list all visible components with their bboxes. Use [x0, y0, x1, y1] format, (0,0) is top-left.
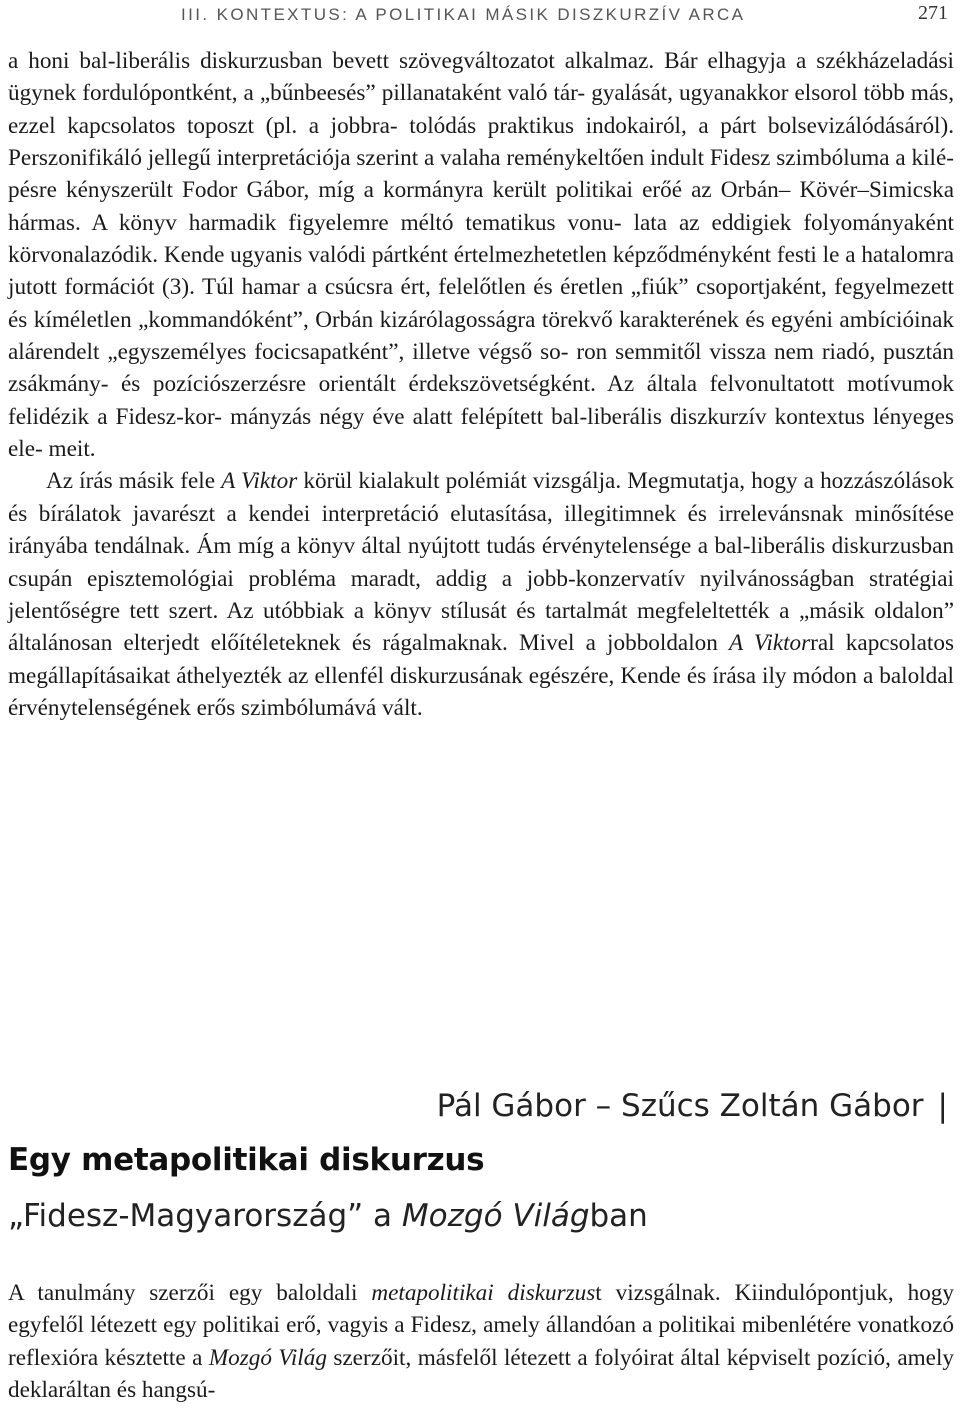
text-line: mányzás négy éve alatt felépített bal-liberális diszkurzív kontextus lényeges ele- [8, 403, 954, 463]
text-line: a honi bal-liberális diskurzusban bevett szövegváltozatot alkalmaz. Bár elhagyja [8, 48, 787, 74]
text-line: kíméletlen „kommandóként”, Orbán kizárólagosságra törekvő karakterének és [33, 306, 765, 333]
abstract-term: metapolitikai diskurzus [371, 1280, 596, 1306]
body-text-block [8, 45, 954, 724]
article-subtitle [8, 1198, 648, 1234]
text-line: érdekszövetségként. Az általa felvonultatott motívumok felidézik a Fidesz-kor- [8, 371, 955, 430]
author-separator-bar: | [937, 1088, 948, 1124]
abstract-block [8, 1277, 954, 1406]
abstract-paragraph [8, 1277, 954, 1406]
page-number: 271 [918, 2, 948, 24]
article-title: Egy metapolitikai diskurzus [8, 1142, 485, 1178]
abstract-text: A tanulmány szerzői egy baloldali [8, 1280, 372, 1306]
paragraph-text: Az írás másik fele [46, 468, 222, 495]
text-line: értelmezhetetlen képződményként festi le a hatalomra jutott formációt (3). Túl [8, 242, 955, 301]
abstract-text: t vizsgálnak. Kiindulópontjuk, hogy egyfelől létezett egy politikai erő, vagyis a Fidesz, amely állandóan a politikai mibenlétére vonatkozó reflexióra késztette a [8, 1280, 954, 1371]
text-line: Kövér–Simicska hármas. A könyv harmadik figyelemre méltó tematikus vonu- [8, 177, 954, 236]
text-line: a székházeladási ügynek fordulópontként, a „bűnbeesés” pillanataként való tár- [8, 48, 954, 107]
text-line: gyalását, ugyanakkor elsorol több más, ezzel kapcsolatos toposzt (pl. a jobbra- [8, 80, 955, 139]
book-title: A Viktor [221, 468, 298, 495]
paragraph-continued [8, 45, 954, 465]
paragraph-polemic [8, 465, 954, 724]
text-line: lata az eddigiek folyományaként körvonalazódik. Kende ugyanis valódi pártként [8, 209, 954, 269]
author-names: Pál Gábor – Szűcs Zoltán Gábor [436, 1088, 924, 1124]
running-header [0, 0, 960, 34]
paragraph-text: körül kialakult polémiát vizsgálja. Megmutatja, hogy a hozzászólások és bírálatok javarészt a kendei interpretáció elutasítása, illegitimnek és irrelevánsnak minősítése irányába tendálnak. Ám míg a könyv által nyújtott tudás érvénytelensége a bal-liberális diskurzusban csupán episztemológiai probléma maradt, addig a jobb-konzervatív nyilvánosságban stratégiai jelentőségre tett szert. Az utóbbiak a könyv stílusát és tartalmát megfeleltették a „másik oldalon” általánosan elterjedt előítéleteknek és rágalmaknak. Mivel a jobboldalon [8, 468, 955, 657]
text-line: ron semmitől vissza nem riadó, pusztán zsákmány- és pozíciószerzésre orientált [8, 339, 955, 398]
text-line: hamar a csúcsra ért, felelőtlen és éretlen „fiúk” csoportjaként, fegyelmezett és [8, 274, 954, 333]
journal-title: Mozgó Világ [208, 1344, 327, 1371]
text-line: tolódás praktikus indokairól, a párt bolsevizálódásáról). Perszonifikáló jellegű [8, 112, 955, 172]
article-authors [437, 1088, 948, 1124]
subtitle-prefix: „Fidesz-Magyarország” a [8, 1198, 402, 1234]
text-line: pésre kényszerült Fodor Gábor, míg a kormányra került politikai erőé az Orbán– [8, 177, 791, 204]
text-line: egyéni ambícióinak alárendelt „egyszemélyes focicsapatként”, illetve végső so- [8, 306, 955, 366]
paragraph-text: ral kapcsolatos megállapításaikat áthelyezték az ellenfél diskurzusának egészére, Kende és írása ily módon a baloldal érvénytelenségének erős szimbólumává vált. [8, 630, 954, 721]
text-line: interpretációja szerint a valaha reménykeltően indult Fidesz szimbóluma a kilé- [216, 145, 954, 172]
text-line: meit. [48, 436, 96, 463]
journal-title: Mozgó Világ [401, 1198, 590, 1234]
abstract-text: szerzőit, másfelől létezett a folyóirat által képviselt pozíció, amely deklaráltan és hangsú- [8, 1344, 955, 1404]
subtitle-suffix: ban [589, 1198, 648, 1234]
book-title: A Viktor [729, 630, 811, 657]
running-title: III. KONTEXTUS: A POLITIKAI MÁSIK DISZKURZÍV ARCA [181, 5, 746, 24]
